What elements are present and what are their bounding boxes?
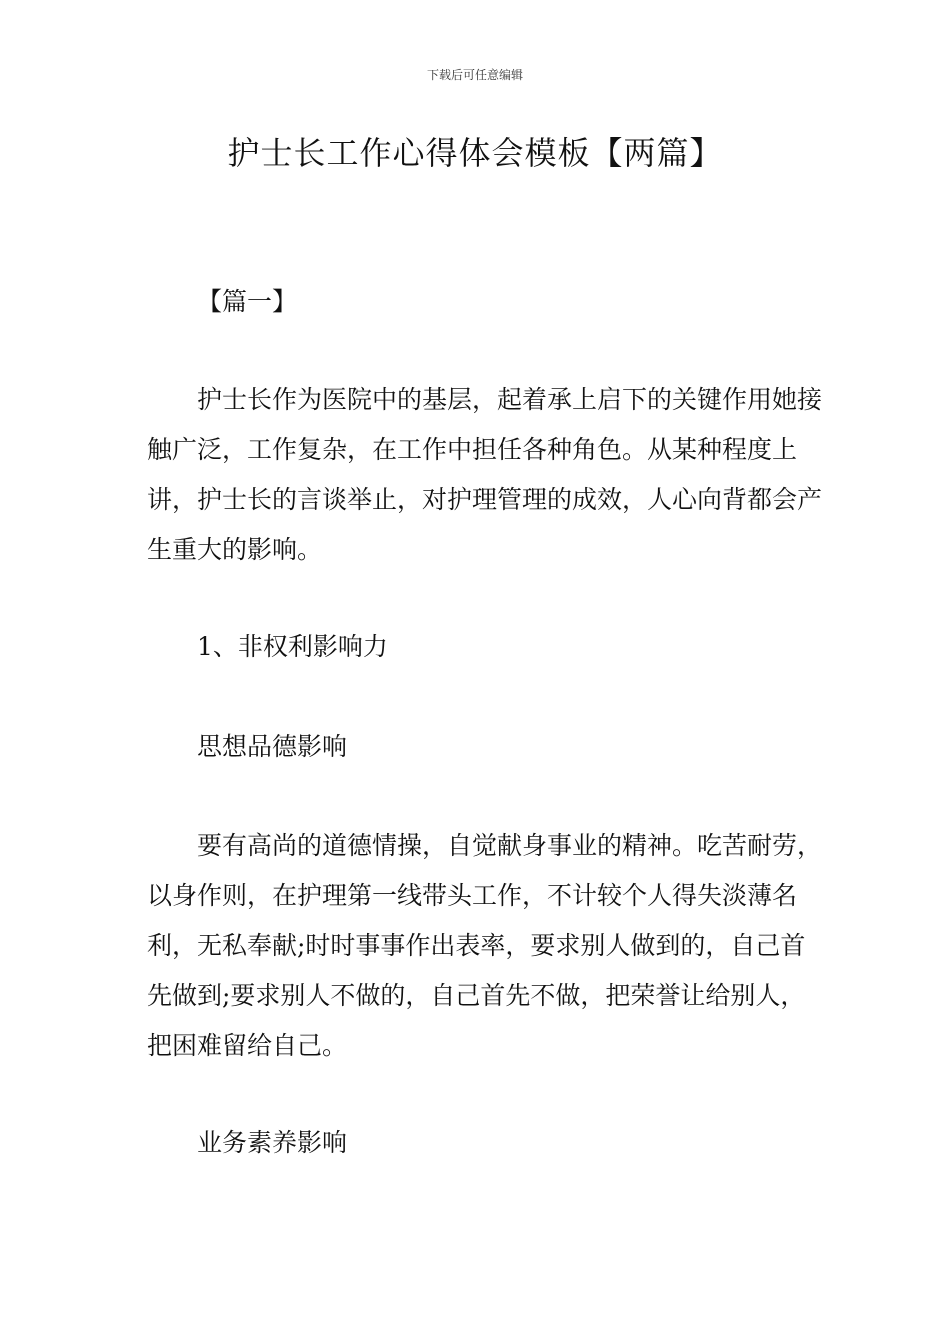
document-title: 护士长工作心得体会模板【两篇】 (227, 134, 723, 172)
item1-wrap (147, 622, 827, 672)
section-heading: 【篇一】 (197, 287, 298, 316)
intro-paragraph: 护士长作为医院中的基层，起着承上启下的关键作用她接触广泛，工作复杂，在工作中担任各种角色。从某种程度上讲，护士长的言谈举止，对护理管理的成效，人心向背都会产生重大的影响。 (147, 385, 823, 564)
sub2-wrap (147, 1118, 827, 1168)
section-heading-wrap (147, 277, 827, 327)
list-item-heading: 1、非权利影响力 (197, 632, 388, 661)
page-header-note: 下载后可任意编辑 (426, 68, 523, 82)
sub1-wrap (147, 722, 827, 772)
intro-wrap (147, 375, 827, 575)
para1-wrap (147, 821, 827, 1071)
moral-paragraph: 要有高尚的道德情操，自觉献身事业的精神。吃苦耐劳，以身作则，在护理第一线带头工作，不计较个人得失淡薄名利，无私奉献;时时事事作出表率，要求别人做到的，自己首先做到;要求别人不做的，自己首先不做，把荣誉让给别人，把困难留给自己。 (147, 831, 823, 1060)
subheading-professional: 业务素养影响 (197, 1128, 348, 1157)
subheading-moral: 思想品德影响 (197, 732, 348, 761)
